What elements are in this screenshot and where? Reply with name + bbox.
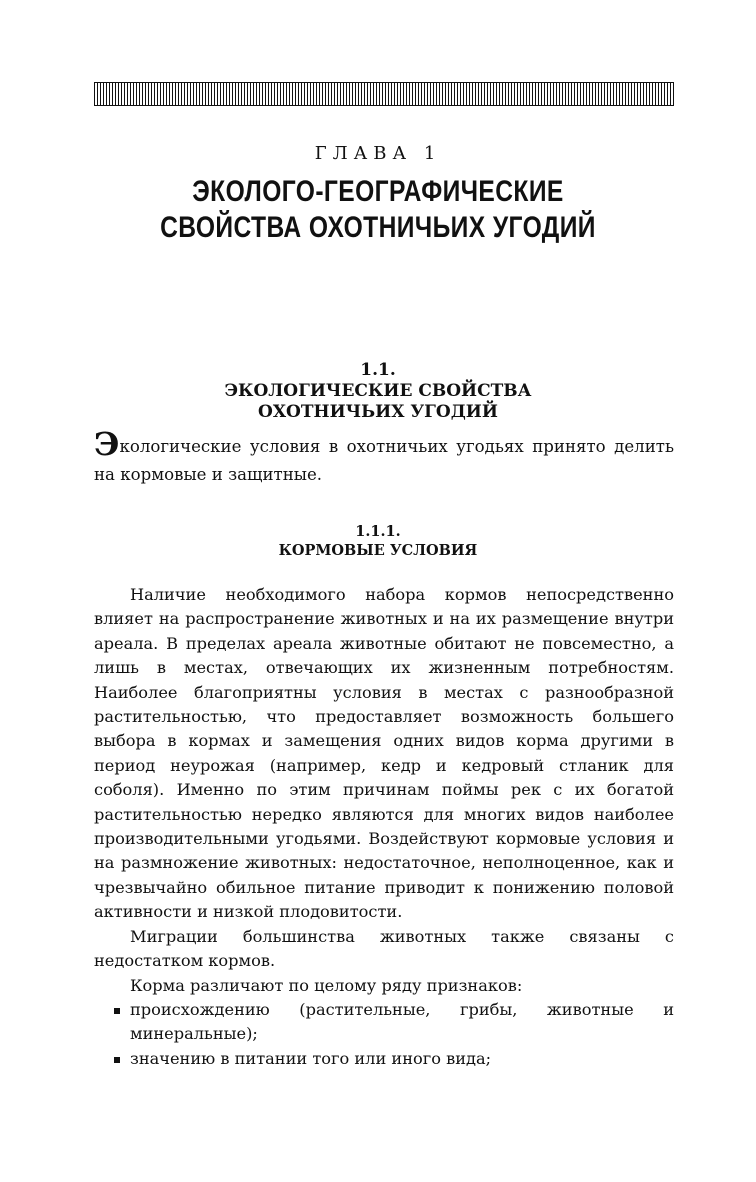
list-item [94, 998, 674, 1047]
lead-paragraph [94, 425, 674, 489]
chapter-title [68, 174, 688, 246]
section-title-line-2: ОХОТНИЧЬИХ УГОДИЙ [258, 402, 498, 422]
chapter-title-line-1: ЭКОЛОГО-ГЕОГРАФИЧЕСКИЕ [192, 175, 564, 208]
body-paragraph: Миграции большинства животных также связаны с недостатком кормов. [94, 926, 674, 971]
body-text [94, 583, 674, 1071]
subsection-number: 1.1.1. [355, 523, 401, 540]
decorative-header-rule [94, 82, 674, 106]
drop-cap: Э [94, 425, 120, 463]
lead-text: кологические условия в охотничьих угодьях принято делить на кормовые и защитные. [94, 437, 674, 484]
chapter-title-line-2: СВОЙСТВА ОХОТНИЧЬИХ УГОДИЙ [160, 211, 596, 244]
chapter-label: ГЛАВА 1 [314, 143, 442, 164]
list-item-text: происхождению (растительные, грибы, животные и минеральные); [130, 999, 674, 1044]
square-bullet-icon [114, 1008, 120, 1014]
body-paragraph: Корма различают по целому ряду признаков: [130, 975, 523, 995]
body-paragraph: Наличие необходимого набора кормов непосредственно влияет на распространение животных и на их размещение внутри ареала. В пределах ареала животные обитают не повсеместно, а лишь в местах, отвечающих их жизненным потребностям. Наиболее благоприятны условия в местах с разнообразной растительностью, что предоставляет возможность большего выбора в кормах и замещения одних видов корма другими в период неурожая (например, кедр и кедровый стланик для соболя). Именно по этим причинам поймы рек с их богатой растительностью нередко являются для многих видов наиболее производительными угодьями. Воздействуют кормовые условия и на размножение животных: недостаточное, неполноценное, как и чрезвычайно обильное питание приводит к понижению половой активности и низкой плодовитости. [94, 585, 674, 922]
subsection-title: КОРМОВЫЕ УСЛОВИЯ [278, 542, 478, 559]
section-heading [0, 360, 756, 423]
subsection-heading [0, 522, 756, 560]
section-title-line-1: ЭКОЛОГИЧЕСКИЕ СВОЙСТВА [224, 381, 532, 401]
square-bullet-icon [114, 1057, 120, 1063]
feature-list [94, 998, 674, 1071]
list-item-text: значению в питании того или иного вида; [130, 1048, 492, 1068]
section-number: 1.1. [360, 360, 396, 380]
list-item [94, 1047, 674, 1071]
